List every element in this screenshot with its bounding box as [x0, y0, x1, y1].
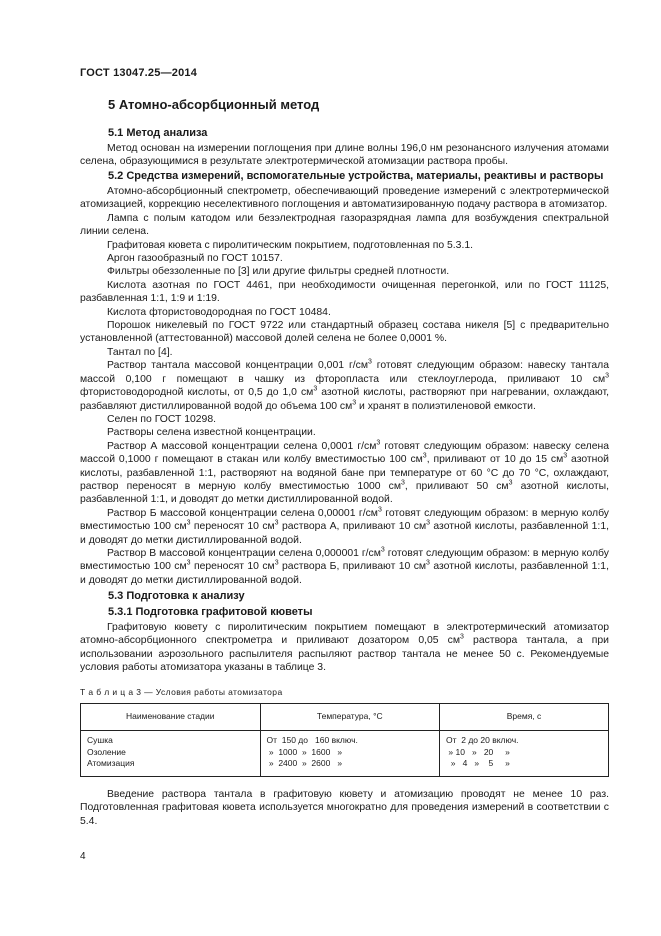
atomizer-conditions-table	[80, 703, 609, 777]
section-title: 5 Атомно-абсорбционный метод	[108, 97, 320, 112]
subsection-5-3-title: 5.3 Подготовка к анализу	[108, 590, 245, 602]
cuvette-prep-paragraph: Графитовую кювету с пиролитическим покрытием помещают в электротермический атомизатор атомно-абсорбционного спектрометра и приливают дозатором 0,05 $см^3$ раствора тантала, а при использовании аэрозольного распылителя распыляют раствор тантала не менее 50 с. Рекомендуемые условия работы атомизатора указаны в таблице 3.	[80, 622, 609, 674]
header-time: Время, с	[440, 704, 609, 731]
subsection-5-3-1-title: 5.3.1 Подготовка графитовой кюветы	[108, 606, 313, 618]
item-nitric-acid: Кислота азотная по ГОСТ 4461, при необходимости очищенная перегонкой, или по ГОСТ 11125, разбавленная 1:1, 1:9 и 1:19.	[80, 279, 609, 305]
table-row	[81, 731, 609, 777]
subsection-5-2-body	[80, 185, 609, 587]
item-hf-acid: Кислота фтористоводородная по ГОСТ 10484.	[107, 306, 331, 318]
solution-v-paragraph: Раствор В массовой концентрации селена 0,000001 $г/см^3$ готовят следующим образом: в мерную колбу вместимостью 100 $см^3$ переносят 10 $см^3$ раствора Б, приливают 10 $см^3$ азотной кислоты, разбавленной 1:1, и доводят до метки дистиллированной водой.	[80, 546, 609, 586]
item-selenium-solutions: Растворы селена известной концентрации.	[107, 427, 316, 439]
subsection-5-1-title: 5.1 Метод анализа	[108, 127, 208, 139]
item-argon: Аргон газообразный по ГОСТ 10157.	[107, 253, 283, 265]
document-header: ГОСТ 13047.25—2014	[80, 67, 198, 79]
solution-b-paragraph: Раствор Б массовой концентрации селена 0,00001 $г/см^3$ готовят следующим образом: в мерную колбу вместимостью 100 $см^3$ переносят 10 $см^3$ раствора А, приливают 10 $см^3$ азотной кислоты, разбавленной 1:1, и доводят до метки дистиллированной водой.	[80, 506, 609, 546]
header-stage: Наименование стадии	[81, 704, 261, 731]
item-lamp: Лампа с полым катодом или безэлектродная газоразрядная лампа для возбуждения спектральной линии селена.	[80, 212, 609, 238]
item-cuvette: Графитовая кювета с пиролитическим покрытием, подготовленная по 5.3.1.	[107, 239, 474, 251]
closing-paragraph: Введение раствора тантала в графитовую кювету и атомизацию проводят не менее 10 раз. Подготовленная графитовая кювета используется многократно для проведения измерений в соответствии с 5.4.	[80, 789, 609, 827]
closing-body	[80, 788, 609, 828]
item-tantalum: Тантал по [4].	[107, 346, 173, 358]
time-cell: От 2 до 20 включ. » 10 » 20 » » 4 » 5 »	[440, 731, 609, 777]
subsection-5-1-body	[80, 142, 609, 169]
item-spectrometer: Атомно-абсорбционный спектрометр, обеспечивающий проведение измерений с электротермической атомизацией, коррекцию неселективного поглощения и автоматизированную подачу раствора в атомизатор.	[80, 186, 609, 211]
item-selenium: Селен по ГОСТ 10298.	[107, 413, 216, 425]
item-nickel-powder: Порошок никелевый по ГОСТ 9722 или стандартный образец состава никеля [5] с предварительно установленной (аттестованной) массовой долей селена не более 0,0001 %.	[80, 320, 609, 345]
stage-cell: Сушка Озоление Атомизация	[81, 731, 261, 777]
subsection-5-2-title: 5.2 Средства измерений, вспомогательные устройства, материалы, реактивы и растворы	[108, 170, 604, 182]
temperature-cell: От 150 до 160 включ. » 1000 » 1600 » » 2400 » 2600 »	[260, 731, 440, 777]
table-header-row	[81, 704, 609, 731]
subsection-5-3-1-body	[80, 621, 609, 675]
tantalum-solution-paragraph: Раствор тантала массовой концентрации 0,001 $г/см^3$ готовят следующим образом: навеску тантала массой 0,100 г помещают в чашку из фторопласта или стеклоуглерода, приливают 10 $см^3$ фтористоводородной кислоты, от 0,5 до 1,0 $см^3$ азотной кислоты, растворяют при нагревании, охлаждают, разбавляют дистиллированной водой до объема 100 $см^3$ и хранят в полиэтиленовой емкости.	[80, 358, 609, 412]
item-filters: Фильтры обеззоленные по [3] или другие фильтры средней плотности.	[107, 266, 450, 278]
solution-a-paragraph: Раствор А массовой концентрации селена 0,0001 $г/см^3$ готовят следующим образом: навеску селена массой 0,1000 г помещают в стакан или колбу вместимостью 100 $см^3$, приливают от 10 до 15 $см^3$ азотной кислоты, разбавленной 1:1, растворяют на водяной бане при температуре от 60 °С до 70 °С, охлаждают, раствор переносят в мерную колбу вместимостью 1000 $см^3$, приливают 50 $см^3$ азотной кислоты, разбавленной 1:1, и доводят до метки дистиллированной водой.	[80, 439, 609, 506]
page-number: 4	[80, 851, 86, 862]
method-paragraph: Метод основан на измерении поглощения при длине волны 196,0 нм резонансного излучения атомами селена, образующимися в результате электротермической атомизации раствора пробы.	[80, 143, 609, 168]
header-temperature: Температура, °С	[260, 704, 440, 731]
table-caption: Т а б л и ц а 3 — Условия работы атомизатора	[80, 687, 283, 697]
